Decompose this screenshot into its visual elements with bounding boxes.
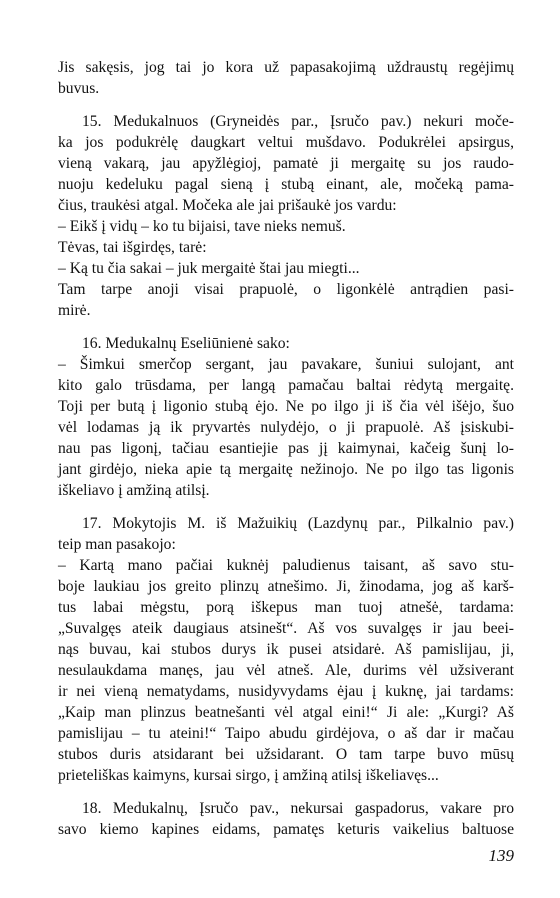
- text-line: ka jos podukrėlę daugkart veltui mušdavo. Podukrėlei apsirgus,: [58, 134, 514, 151]
- text-line: Tam tarpe anoji visai prapuolė, o ligonkėlė antrądien pasi-: [58, 281, 514, 298]
- text-line: stubos duris atsidarant bei užsidarant. O tam tarpe buvo mūsų: [58, 746, 514, 763]
- text-line: jant girdėjo, nieka apie tą mergaitę nežinojo. Ne po ilgo tas ligonis: [58, 461, 514, 478]
- text-line: nau pas ligonį, tačiau esantiejie pas jį kaimynai, kačeig šunį lo-: [58, 440, 514, 457]
- text-line: tus labai mėgstu, porą iškepus man tuoj atnešė, tardama:: [58, 599, 514, 616]
- text-line: buvus.: [58, 80, 100, 97]
- text-line: ir nei vieną nematydams, nusidyvydams ėjau į kuknę, jai tardams:: [58, 683, 514, 700]
- text-line: mirė.: [58, 302, 91, 319]
- page-number: 139: [488, 846, 514, 865]
- text-line: – Kartą mano pačiai kuknėj paludienus taisant, aš savo stu-: [58, 557, 514, 574]
- text-line: nuoju kedeluku pagal sieną į stubą einant, ale, močeką pama-: [58, 176, 514, 193]
- text-line: iškeliavo į amžiną atilsį.: [58, 482, 210, 499]
- text-line: „Kaip man plinzus beatnešanti vėl atgal eini!“ Ji ale: „Kurgi? Aš: [58, 704, 514, 721]
- text-line: 18. Medukalnų, Įsručo pav., nekursai gaspadorus, vakare pro: [82, 800, 514, 817]
- paragraph: [58, 333, 514, 501]
- text-line: Jis sakęsis, jog tai jo kora už papasakojimą uždraustų regėjimų: [58, 59, 514, 76]
- text-line: – Eikš į vidų – ko tu bijaisi, tave nieks nemuš.: [58, 218, 346, 235]
- text-line: Tėvas, tai išgirdęs, tarė:: [58, 239, 207, 256]
- text-line: „Suvalgęs ateik daugiaus atsinešt“. Aš vos suvalgęs ir jau beei-: [58, 620, 514, 637]
- text-line: kito galo trūsdama, per langą pamačau baltai rėdytą mergaitę.: [58, 377, 514, 394]
- text-line: vėl lodamas ją ik pryvartės nulydėjo, o ji prapuolė. Aš įsiskubi-: [58, 419, 514, 436]
- paragraph: [58, 57, 514, 99]
- page-body: [58, 57, 514, 840]
- text-line: 15. Medukalnuos (Gryneidės par., Įsručo pav.) nekuri moče-: [82, 113, 514, 130]
- text-line: Toji per butą į ligonio stubą ėjo. Ne po ilgo ji iš čia vėl išėjo, šuo: [58, 398, 514, 415]
- text-line: vieną vakarą, jau apyžlėgioj, pamatė ji mergaitę su jos raudo-: [58, 155, 514, 172]
- text-line: prieteliškas kaimyns, kursai sirgo, į amžiną atilsį iškeliavęs...: [58, 767, 439, 784]
- text-line: nąs buvau, kai stubos durys ik pusei atsidarė. Aš pamislijau, ji,: [58, 641, 514, 658]
- text-line: savo kiemo kapines eidams, pamatęs keturis vaikelius baltuose: [58, 821, 514, 838]
- text-line: – Šimkui smerčop sergant, jau pavakare, šuniui sulojant, ant: [58, 356, 514, 373]
- text-line: teip man pasakojo:: [58, 536, 176, 553]
- text-line: nesulaukdama manęs, jau vėl atneš. Ale, durims vėl užsiverant: [58, 662, 514, 679]
- text-line: – Ką tu čia sakai – juk mergaitė štai jau miegti...: [58, 260, 360, 277]
- paragraph: [58, 513, 514, 786]
- text-line: boje laukiau jos greito plinzų atnešimo. Ji, žinodama, jog aš karš-: [58, 578, 514, 595]
- text-line: pamislijau – tu ateini!“ Taipo abudu girdėjova, o aš dar ir mačau: [58, 725, 514, 742]
- text-line: 16. Medukalnų Eseliūnienė sako:: [82, 335, 290, 352]
- paragraph: [58, 111, 514, 321]
- paragraph: [58, 798, 514, 840]
- text-line: 17. Mokytojis M. iš Mažuikių (Lazdynų par., Pilkalnio pav.): [82, 515, 514, 532]
- text-line: čius, traukėsi atgal. Močeka ale jai prišaukė jos vardu:: [58, 197, 397, 214]
